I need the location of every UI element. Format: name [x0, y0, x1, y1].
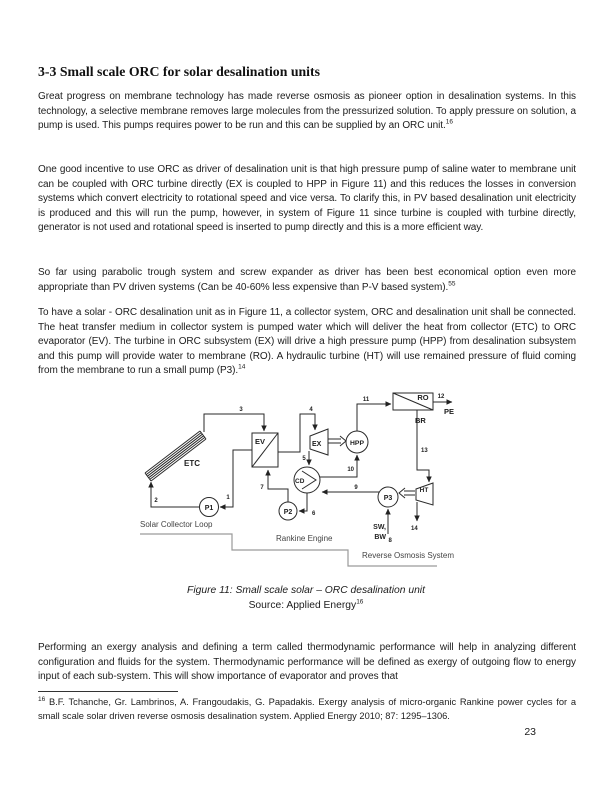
stream-6-line — [299, 493, 316, 517]
reverse-osmosis-system-label: Reverse Osmosis System — [362, 551, 455, 560]
stream-13-number: 13 — [421, 448, 428, 454]
page-number: 23 — [524, 726, 536, 738]
figure-source — [0, 598, 612, 613]
stream-4-line — [278, 407, 315, 452]
stream-2-line — [151, 482, 199, 507]
footnote — [38, 696, 576, 723]
pump-hpp-label: HPP — [350, 440, 364, 447]
footnote-ref-16: 16 — [445, 118, 453, 126]
stream-2-number: 2 — [154, 498, 158, 504]
pump-p3-shape — [378, 487, 398, 507]
pump-p1-label: P1 — [204, 505, 214, 512]
seawater-label: SW, — [373, 524, 386, 531]
footnote-ref-14: 14 — [238, 363, 246, 371]
paragraph-5-text: Performing an exergy analysis and defining a term called thermodynamic performance will help in analyzing different configuration and fluids for the system. Thermodynamic performance will be defined as exergy of outgoing flow to energy input of each sub-system. This will show importance of evaporator and proves that — [38, 642, 576, 682]
stream-7-line — [260, 470, 288, 502]
paragraph-4 — [38, 306, 576, 379]
footnote-ref-55: 55 — [448, 280, 456, 288]
footnote-text: B.F. Tchanche, Gr. Lambrinos, A. Frangoudakis, G. Papadakis. Exergy analysis of micro-organic Rankine power cycles for a small scale solar driven reverse osmosis desalination system. Applied Energy 2010; 87: 1295–1306. — [38, 697, 576, 721]
paragraph-2-text: One good incentive to use ORC as driver of desalination unit is that high pressure pump of saline water to membrane unit can be coupled with ORC turbine directly (EX is coupled to HPP in Figure 11) and this reduces the losses in conversion systems which convert electricity to rotational speed and vice versa. To clarify this, in PV based desalination unit electricity is produced and this will run the pump, however, in system of Figure 11 since turbine is coupled with turbine directly, generator is not used and rotational speed is inserted to pump directly and this is a more efficient way. — [38, 164, 576, 233]
pump-p1-shape — [200, 498, 219, 517]
paragraph-3-text: So far using parabolic trough system and screw expander as driver has been best economical option even more appropriate than PV driven systems (Can be 40-60% less expensive than P-V based system). — [38, 267, 576, 293]
paragraph-1-text: Great progress on membrane technology has made reverse osmosis as pioneer option in desalination systems. In this technology, a selective membrane removes large molecules from the pressurized solution. To apply pressure on solution, a pump is used. This pumps requires power to be run and this can be supplied by an ORC unit. — [38, 91, 576, 131]
paragraph-2 — [38, 163, 576, 236]
stream-6-number: 6 — [312, 511, 316, 517]
solar-collector-loop-label: Solar Collector Loop — [140, 520, 213, 529]
zone-labels — [140, 520, 454, 560]
stream-5-number: 5 — [302, 456, 306, 462]
stream-14-line — [411, 502, 418, 532]
stream-11-number: 11 — [362, 397, 370, 403]
hydraulic-turbine-shape — [416, 483, 433, 505]
rankine-engine-label: Rankine Engine — [276, 534, 333, 543]
ro-membrane-label: RO — [417, 393, 429, 402]
stream-8-number: 8 — [388, 538, 392, 544]
stream-14-number: 14 — [411, 526, 418, 532]
ro-membrane-shape — [393, 393, 433, 410]
footnote-marker: 16 — [38, 695, 46, 703]
pump-hpp-shape — [346, 431, 368, 453]
figure-caption: Figure 11: Small scale solar – ORC desalination unit — [187, 585, 425, 596]
shaft-ht-p3 — [399, 488, 415, 498]
condenser-shape — [294, 467, 320, 493]
stream-12-number: 12 — [437, 394, 445, 400]
stream-7-number: 7 — [260, 485, 264, 491]
etc-collector-shape — [145, 431, 206, 481]
evaporator-shape — [252, 433, 278, 467]
paragraph-4-text: To have a solar - ORC desalination unit as in Figure 11, a collector system, ORC and desalination unit shall be connected. The heat transfer medium in collector system is pumped water which will deliver the heat from collector (ETC) to ORC evaporator (EV). The turbine in ORC subsystem (EX) will drive a high pressure pump (HPP) from desalination subsystem and this pump will provide water to membrane (RO). A hydraulic turbine (HT) will use remained pressure of fluid coming from the membrane to run a small pump (P3). — [38, 307, 576, 376]
orc-desalination-schematic — [130, 385, 470, 575]
paragraph-1 — [38, 90, 576, 134]
figure-11-process-flow-diagram — [130, 385, 470, 575]
pump-p2-label: P2 — [283, 509, 293, 516]
hydraulic-turbine-label: HT — [419, 487, 429, 494]
brine-label: BR — [415, 416, 426, 425]
evaporator-label: EV — [255, 437, 266, 446]
figure-source-text: Source: Applied Energy — [248, 600, 357, 611]
stream-8-seawater-inlet — [373, 509, 392, 544]
figure-source-ref: 16 — [356, 598, 364, 606]
stream-11-line — [357, 397, 391, 431]
stream-5-line — [302, 451, 309, 465]
expander-shape — [310, 429, 328, 455]
shaft-ex-hpp — [328, 436, 346, 446]
stream-3-line — [204, 407, 264, 432]
stream-4-number: 4 — [309, 407, 313, 413]
stream-12-line — [433, 394, 454, 416]
paragraph-5 — [38, 641, 576, 685]
stream-1-line — [220, 450, 252, 507]
stream-10-number: 10 — [347, 467, 354, 473]
stream-9-line — [322, 485, 379, 492]
permeate-label: PE — [444, 407, 455, 416]
stream-10-line — [320, 455, 357, 477]
etc-label: ETC — [184, 459, 200, 468]
brackishwater-label: BW — [374, 534, 386, 541]
pump-p3-label: P3 — [383, 495, 393, 502]
footnote-separator — [38, 691, 178, 692]
stream-9-number: 9 — [354, 485, 358, 491]
expander-label: EX — [312, 441, 322, 448]
stream-1-number: 1 — [226, 495, 230, 501]
section-heading: 3-3 Small scale ORC for solar desalination units — [38, 64, 320, 79]
stream-3-number: 3 — [239, 407, 243, 413]
figure-caption-block — [0, 583, 612, 613]
condenser-label: CD — [295, 478, 305, 485]
paragraph-3 — [38, 266, 576, 295]
pump-p2-shape — [279, 502, 297, 520]
